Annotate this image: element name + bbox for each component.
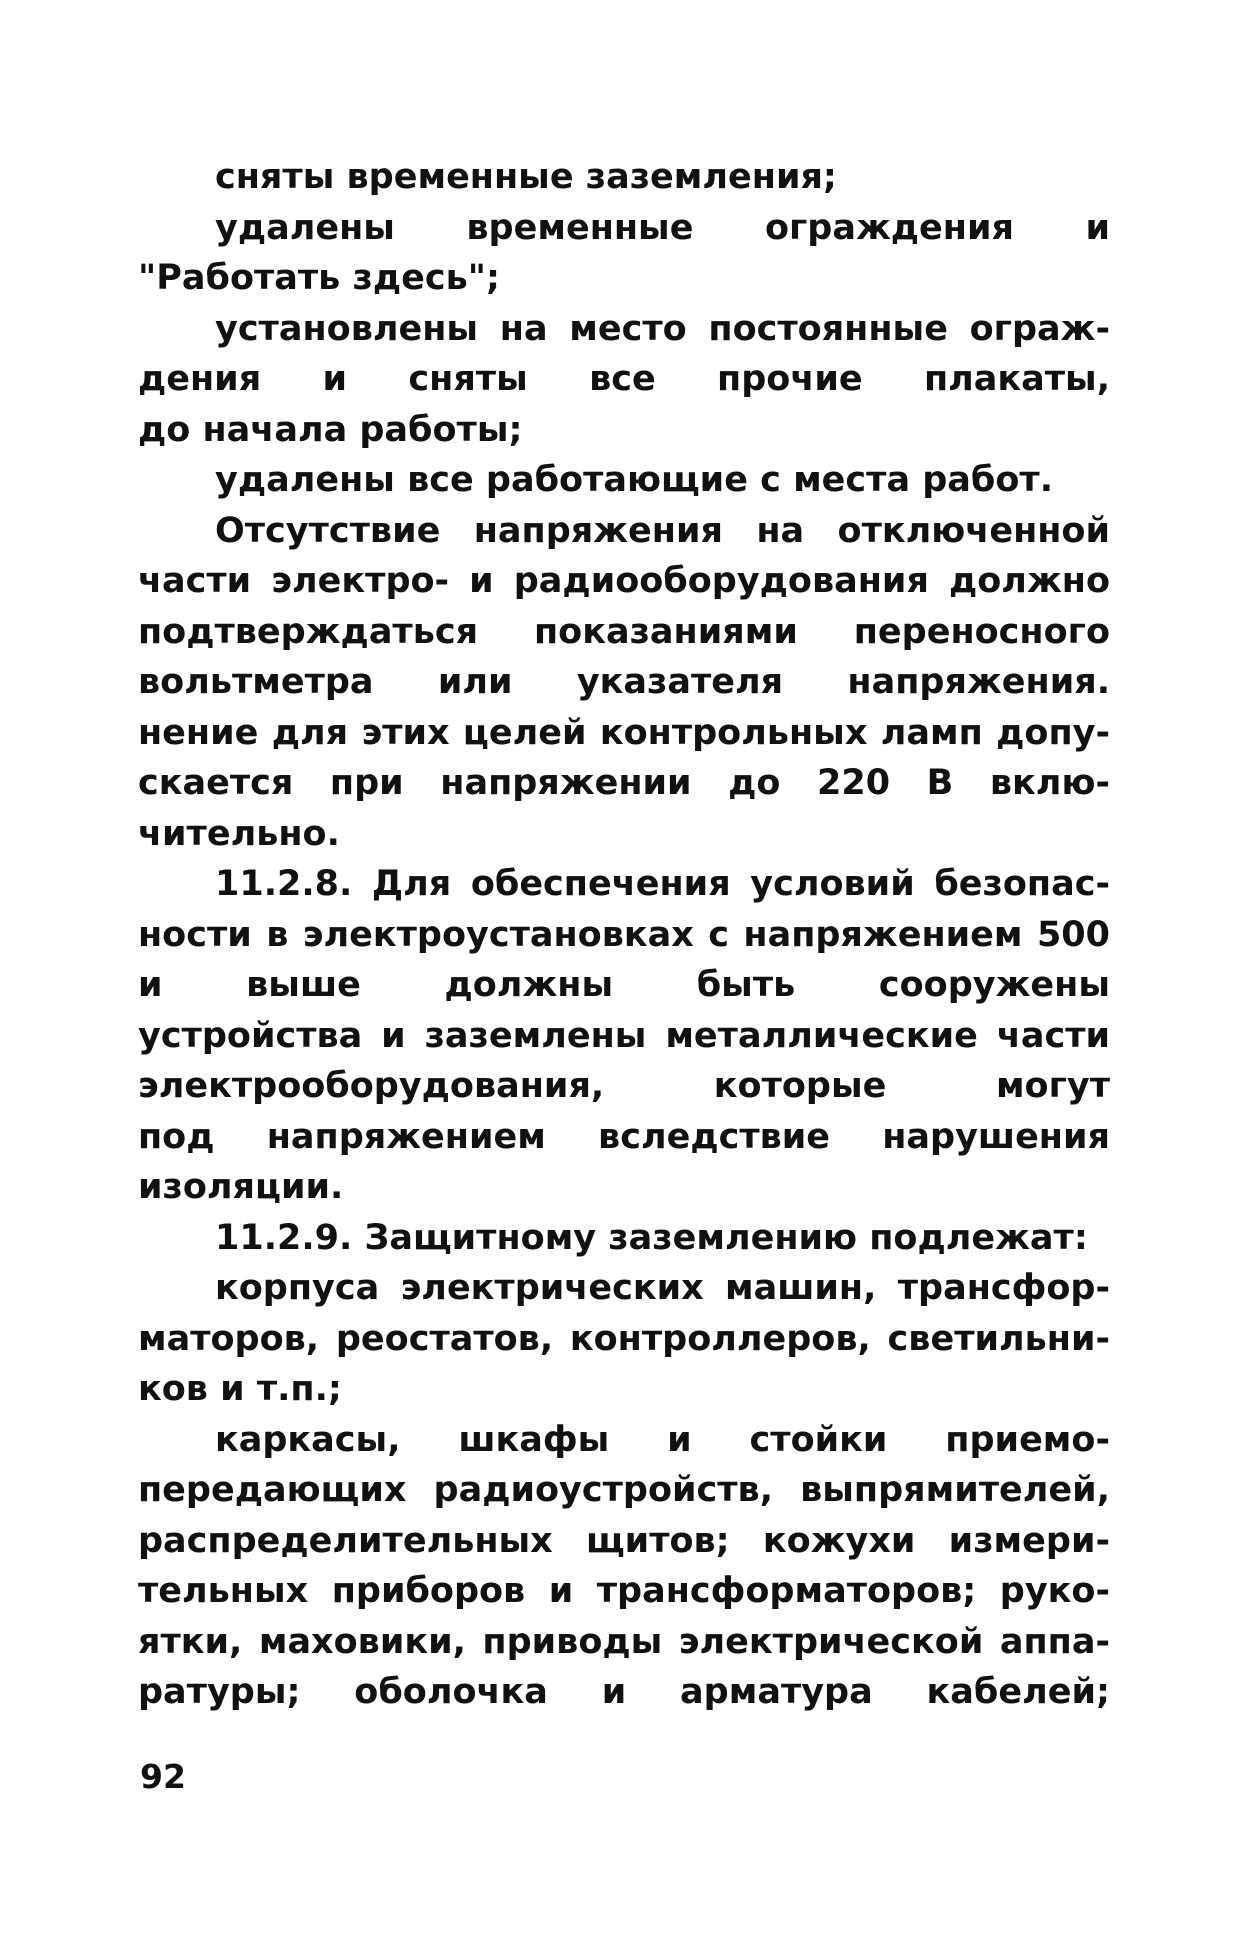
text-line: 11.2.8. Для обеспечения условий безопас- [215, 864, 1110, 904]
text-line: корпуса электрических машин, трансфор- [215, 1268, 1110, 1308]
text-line: устройства и заземлены металлические части [138, 1015, 1110, 1056]
text-line: установлены на место постоянные ограж- [215, 308, 1110, 349]
text-line: электрооборудования, которые могут [138, 1066, 1110, 1106]
text-line: маторов, реостатов, контроллеров, светильни- [138, 1318, 1110, 1359]
text-line: удалены все работающие с места работ. [215, 460, 1053, 500]
text-line: каркасы, шкафы и стойки приемо- [215, 1419, 1110, 1460]
text-line: подтверждаться показаниями переносного [138, 611, 1110, 652]
text-line: удалены временные ограждения и [215, 207, 1110, 248]
text-line: передающих радиоустройств, выпрямителей, [138, 1470, 1110, 1510]
text-line: распределительных щитов; кожухи измери- [138, 1520, 1110, 1561]
text-line: 11.2.9. Защитному заземлению подлежат: [215, 1217, 1088, 1258]
text-line: ков и т.п.; [138, 1369, 342, 1409]
text-line: вольтметра или указателя напряжения. [138, 662, 1110, 702]
text-line: ности в электроустановках с напряжением 500 [138, 914, 1110, 955]
page-text [138, 152, 1110, 1718]
text-line: ятки, маховики, приводы электрической аппа- [138, 1621, 1110, 1662]
text-line: и выше должны быть сооружены [138, 965, 1110, 1005]
text-line: "Работать здесь"; [138, 258, 500, 298]
text-line: Отсутствие напряжения на отключенной [215, 510, 1110, 551]
text-line: дения и сняты все прочие плакаты, [138, 359, 1110, 399]
text-line: нение для этих целей контрольных ламп допу- [138, 712, 1110, 753]
text-line: части электро- и радиооборудования должно [138, 561, 1110, 601]
page-number: 92 [140, 1757, 186, 1796]
text-line: сняты временные заземления; [215, 157, 837, 197]
text-line: скается при напряжении до 220 В вклю- [138, 763, 1110, 803]
text-line: до начала работы; [138, 409, 523, 450]
text-line: тельных приборов и трансформаторов; руко- [138, 1571, 1110, 1611]
text-line: под напряжением вследствие нарушения [138, 1116, 1110, 1157]
text-line: чительно. [138, 813, 340, 854]
text-line: ратуры; оболочка и арматура кабелей; [138, 1672, 1110, 1712]
text-line: изоляции. [138, 1167, 344, 1207]
